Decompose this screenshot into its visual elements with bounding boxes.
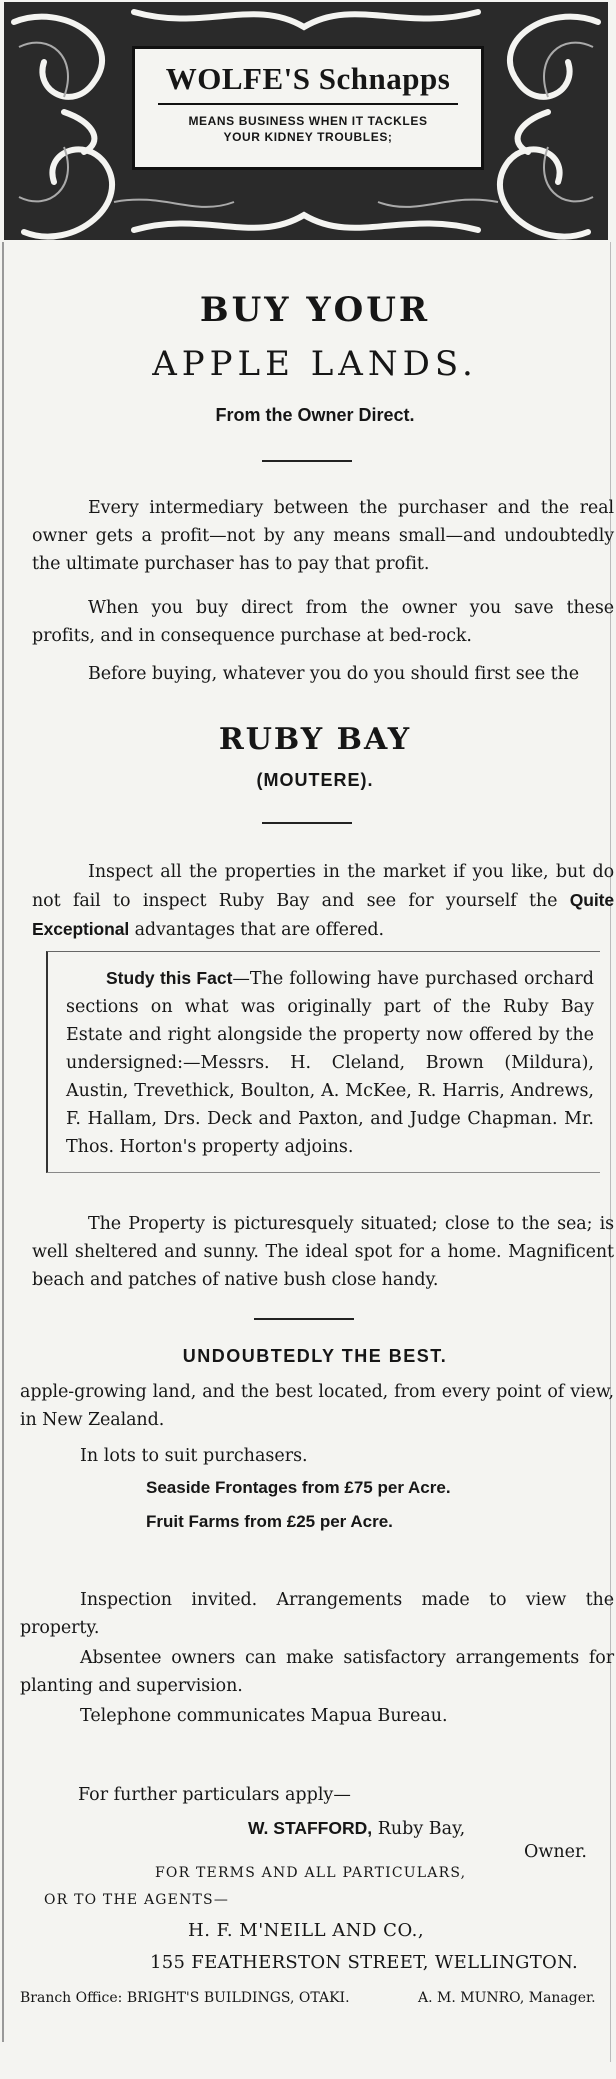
place-sub: (MOUTERE).	[256, 770, 374, 790]
inspect-bold: Quite Exceptional	[32, 890, 614, 939]
inspect-text-a: Inspect all the properties in the market if you like, but do not fail to inspect Ruby Bay and see for yourself the	[32, 862, 614, 911]
best-heading: UNDOUBTEDLY THE BEST.	[182, 1346, 448, 1366]
seaside-price: Seaside Frontages from £75 per Acre.	[146, 1478, 451, 1497]
fruit-price: Fruit Farms from £25 per Acre.	[146, 1512, 393, 1531]
owner-role: Owner.	[524, 1842, 587, 1862]
banner-title: WOLFE'S Schnapps	[165, 61, 451, 96]
apply-line: For further particulars apply—	[78, 1785, 351, 1805]
best-text: apple-growing land, and the best located, from every point of view, in New Zealand.	[20, 1382, 614, 1430]
agent-address: 155 FEATHERSTON STREET, WELLINGTON.	[150, 1952, 579, 1973]
intro-paragraph-1: Every intermediary between the purchaser and the real owner gets a profit—not by any means small—and undoubtedly the ultimate purchaser has to pay that profit.	[32, 498, 614, 574]
banner-subline-1: MEANS BUSINESS WHEN IT TACKLES	[188, 114, 428, 128]
owner-line	[248, 1818, 465, 1839]
telephone-line: Telephone communicates Mapua Bureau.	[80, 1706, 448, 1726]
divider-rule	[262, 822, 352, 824]
banner-text-box	[132, 46, 484, 170]
headline-buy-your: BUY YOUR	[199, 290, 431, 330]
headline-apple-lands: APPLE LANDS.	[152, 344, 478, 384]
owner-place: Ruby Bay,	[377, 1819, 466, 1839]
fact-body: —The following have purchased orchard sections on what was originally part of the Ruby Bay Estate and right alongside the property now offered by the undersigned:—Messrs. H. Cleland, Brown (Mildura), Austin, Trevethick, Boulton, A. McKee, R. Harris, Andrews, F. Hallam, Drs. Deck and Paxton, and Judge Chapman. Mr. Thos. Horton's property adjoins.	[66, 969, 594, 1157]
property-paragraph: The Property is picturesquely situated; close to the sea; is well sheltered and sunny. The ideal spot for a home. Magnificent beach and patches of native bush close handy.	[32, 1214, 614, 1290]
left-border	[2, 242, 4, 2042]
inspection-paragraph: Inspection invited. Arrangements made to view the property.	[20, 1590, 614, 1638]
wolfes-schnapps-banner	[4, 2, 608, 240]
intro-paragraph-2: When you buy direct from the owner you save these profits, and in consequence purchase at bed-rock.	[32, 598, 614, 646]
agents-line: OR TO THE AGENTS—	[44, 1892, 230, 1908]
inspect-paragraph	[32, 858, 614, 944]
lots-line: In lots to suit purchasers.	[80, 1446, 308, 1466]
manager-line: A. M. MUNRO, Manager.	[418, 1990, 596, 2006]
agent-name: H. F. M'NEILL AND CO.,	[188, 1920, 425, 1941]
fact-lead: Study this Fact	[106, 968, 233, 988]
intro-paragraph-3: Before buying, whatever you do you should first see the	[88, 664, 579, 684]
place-name: RUBY BAY	[218, 722, 412, 757]
divider-rule	[262, 460, 352, 462]
banner-rule	[158, 103, 458, 105]
fact-box	[46, 951, 600, 1173]
divider-rule	[254, 1318, 354, 1320]
owner-name: W. STAFFORD,	[248, 1818, 373, 1838]
banner-subline-2: YOUR KIDNEY TROUBLES;	[223, 130, 393, 144]
headline-subtitle: From the Owner Direct.	[215, 405, 415, 425]
inspect-text-b: advantages that are offered.	[129, 920, 384, 940]
terms-line: FOR TERMS AND ALL PARTICULARS,	[155, 1865, 467, 1881]
absentee-paragraph: Absentee owners can make satisfactory arrangements for planting and supervision.	[20, 1648, 614, 1696]
branch-office: Branch Office: BRIGHT'S BUILDINGS, OTAKI.	[20, 1990, 350, 2006]
